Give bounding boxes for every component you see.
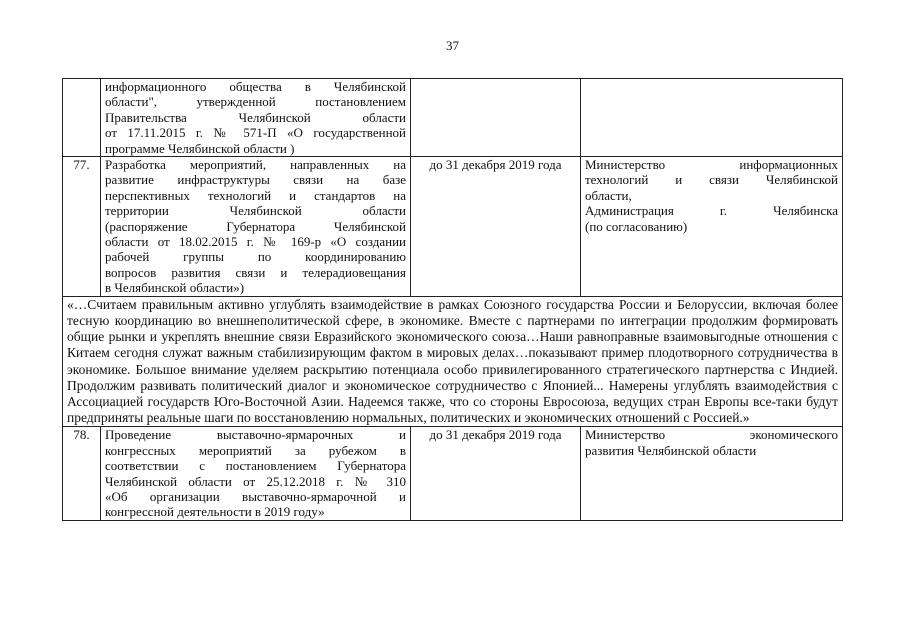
- deadline-cell: до 31 декабря 2019 года: [411, 427, 581, 520]
- row-number-cell: [63, 79, 101, 157]
- description-cell: [101, 79, 411, 157]
- description-line: Правительства Челябинской области: [105, 109, 406, 125]
- description-line: Проведение выставочно-ярмарочных и: [105, 427, 406, 443]
- description-line: информационного общества в Челябинской: [105, 79, 406, 94]
- description-line: рабочей группы по координированию: [105, 249, 406, 265]
- deadline-cell: [411, 79, 581, 157]
- table-row-quote: [63, 296, 843, 427]
- quote-cell: «…Считаем правильным активно углублять взаимодействие в рамках Союзного государства России и Белоруссии, включая более тесную координацию во внешнеполитической сфере, в экономике. Вместе с партнерами по интеграции продолжим формировать общие рынки и укреплять внешние связи Евразийского экономического союза…Наши равноправные взаимовыгодные отношения с Китаем сегодня служат важным стабилизирующим фактом в мировых делах…показывают пример плодотворного сотрудничества в экономике. Большое внимание уделяем раскрытию потенциала особо привилегированного стратегического партнерства с Индией. Продолжим развивать политический диалог и экономическое сотрудничество с Японией... Намерены углублять взаимодействия с Ассоциацией государств Юго-Восточной Азии. Надеемся также, что со стороны Евросоюза, ведущих стран Европы все-таки будут предприняты реальные шаги по восстановлению нормальных, политических и экономических отношений с Россией.»: [63, 296, 843, 427]
- description-line: конгрессных мероприятий за рубежом в: [105, 442, 406, 458]
- description-line: области", утвержденной постановлением: [105, 94, 406, 110]
- description-line: соответствии с постановлением Губернатора: [105, 458, 406, 474]
- description-line: Разработка мероприятий, направленных на: [105, 157, 406, 173]
- description-line: области от 18.02.2015 г. № 169-р «О создании: [105, 234, 406, 250]
- description-line: перспективных технологий и стандартов на: [105, 187, 406, 203]
- responsible-cell: [581, 427, 843, 520]
- responsible-line: области,: [585, 187, 632, 203]
- table-row-continuation: [63, 79, 843, 157]
- action-plan-table: [62, 78, 843, 521]
- description-line: развитие инфраструктуры связи на базе: [105, 172, 406, 188]
- description-line: Челябинской области от 25.12.2018 г. № 310: [105, 473, 406, 489]
- responsible-cell: [581, 157, 843, 297]
- deadline-cell: до 31 декабря 2019 года: [411, 157, 581, 297]
- description-line: в Челябинской области»): [105, 280, 245, 296]
- responsible-line: развития Челябинской области: [585, 442, 757, 458]
- description-cell: [101, 157, 411, 297]
- description-line: от 17.11.2015 г. № 571-П «О государственной: [105, 125, 406, 141]
- responsible-line: Министерство экономического: [585, 427, 838, 443]
- description-line: программе Челябинской области ): [105, 140, 295, 156]
- description-line: вопросов развития связи и телерадиовещания: [105, 264, 406, 280]
- responsible-cell: [581, 79, 843, 157]
- row-number-cell: 78.: [63, 427, 101, 520]
- table-row-78: [63, 427, 843, 520]
- responsible-line: Администрация г. Челябинска: [585, 203, 838, 219]
- responsible-line: (по согласованию): [585, 218, 688, 234]
- responsible-line: технологий и связи Челябинской: [585, 172, 838, 188]
- page-number: 37: [446, 38, 459, 53]
- row-number-cell: 77.: [63, 157, 101, 297]
- description-line: «Об организации выставочно-ярмарочной и: [105, 488, 406, 504]
- table-row-77: [63, 157, 843, 297]
- description-line: (распоряжение Губернатора Челябинской: [105, 218, 406, 234]
- description-cell: [101, 427, 411, 520]
- responsible-line: Министерство информационных: [585, 157, 838, 173]
- description-line: территории Челябинской области: [105, 203, 406, 219]
- description-line: конгрессной деятельности в 2019 году»: [105, 504, 325, 520]
